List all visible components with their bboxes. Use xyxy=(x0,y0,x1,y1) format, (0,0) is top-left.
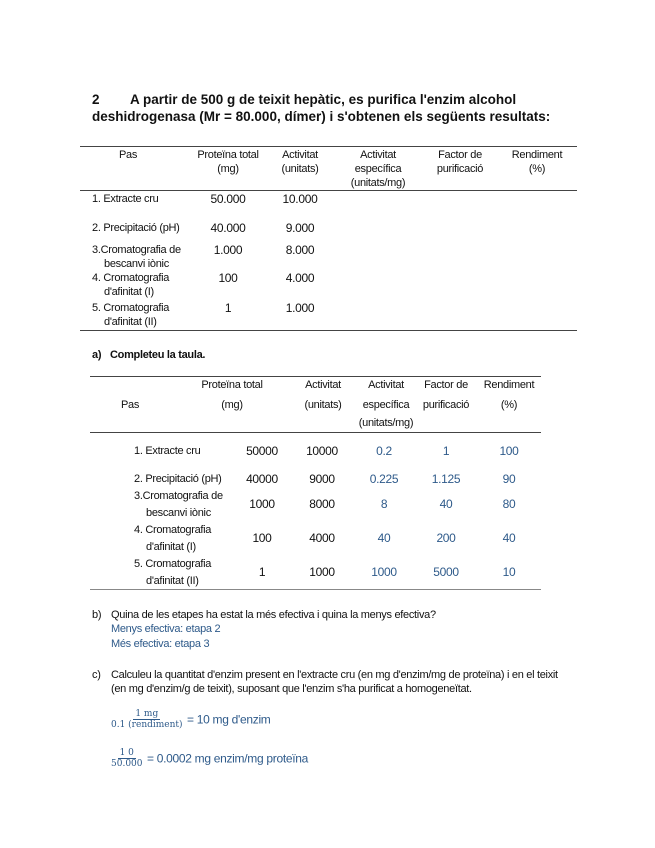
table-top-rule xyxy=(80,146,577,147)
step-name: bescanvi iònic xyxy=(104,258,169,270)
eq2-denominator: 50.000 xyxy=(111,759,143,769)
column-header: específica xyxy=(354,163,402,175)
activity-cell: 9000 xyxy=(309,472,335,486)
specific-activity-cell: 0.2 xyxy=(376,444,392,458)
equation-2 xyxy=(111,748,308,769)
column-header: (%) xyxy=(528,163,546,175)
column-header: (unitats/mg) xyxy=(350,177,406,189)
step-name: d'afinitat (I) xyxy=(104,286,154,298)
part-b-text: Quina de les etapes ha estat la més efectiva i quina la menys efectiva? xyxy=(111,609,436,621)
eq1-result: = 10 mg d'enzim xyxy=(187,712,271,727)
protein-cell: 1000 xyxy=(249,497,275,511)
column-header: Activitat xyxy=(368,379,404,391)
yield-cell: 10 xyxy=(502,565,516,579)
part-b-answer-1: Menys efectiva: etapa 2 xyxy=(111,623,221,635)
purification-factor-cell: 1 xyxy=(442,444,450,458)
eq1-denominator: 0.1 (rendiment) xyxy=(111,720,183,730)
activity-cell: 8000 xyxy=(309,497,335,511)
table-bottom-rule xyxy=(80,330,577,331)
table-header-rule xyxy=(80,190,577,191)
protein-cell: 40.000 xyxy=(210,221,246,235)
protein-cell: 1 xyxy=(258,565,266,579)
step-name: d'afinitat (I) xyxy=(146,541,196,553)
column-header: Proteïna total xyxy=(201,379,263,391)
column-header: Activitat xyxy=(360,149,396,161)
protein-cell: 50.000 xyxy=(210,192,246,206)
activity-cell: 10000 xyxy=(306,444,338,458)
question-text-1: A partir de 500 g de teixit hepàtic, es purifica l'enzim alcohol xyxy=(130,92,517,107)
yield-cell: 80 xyxy=(502,497,516,511)
activity-cell: 1.000 xyxy=(285,301,315,315)
column-header: Proteïna total xyxy=(197,149,259,161)
activity-cell: 4.000 xyxy=(285,271,315,285)
activity-cell: 9.000 xyxy=(285,221,315,235)
step-name: 1. Extracte cru xyxy=(92,193,159,205)
part-c-text-2: (en mg d'enzim/g de teixit), suposant que l'enzim s'ha purificat a homogeneïtat. xyxy=(111,683,472,695)
purification-factor-cell: 40 xyxy=(439,497,453,511)
column-header: Rendiment xyxy=(511,149,563,161)
protein-cell: 1.000 xyxy=(213,243,243,257)
column-header: (mg) xyxy=(217,163,239,175)
step-name: 2. Precipitació (pH) xyxy=(134,473,222,485)
purification-factor-cell: 200 xyxy=(436,531,456,545)
step-name: 5. Cromatografia xyxy=(92,302,170,314)
part-c-text-1: Calculeu la quantitat d'enzim present en l'extracte cru (en mg d'enzim/mg de proteïna) i en el teixit xyxy=(111,669,558,681)
column-header: Factor de xyxy=(438,149,482,161)
column-header: purificació xyxy=(422,399,470,411)
column-header: purificació xyxy=(436,163,484,175)
step-name: bescanvi iònic xyxy=(146,507,211,519)
column-header: específica xyxy=(362,399,410,411)
protein-cell: 1 xyxy=(224,301,232,315)
column-header: Pas xyxy=(120,399,140,411)
step-name: 1. Extracte cru xyxy=(134,445,201,457)
activity-cell: 4000 xyxy=(309,531,335,545)
purification-factor-cell: 5000 xyxy=(433,565,459,579)
protein-cell: 100 xyxy=(218,271,238,285)
part-b-answer-2: Més efectiva: etapa 3 xyxy=(111,638,210,650)
column-header: Factor de xyxy=(424,379,468,391)
column-header: (mg) xyxy=(221,399,243,411)
step-name: 4. Cromatografia xyxy=(134,524,212,536)
eq1-numerator: 1 mg xyxy=(135,709,159,719)
yield-cell: 90 xyxy=(502,472,516,486)
eq2-numerator: 1 0 xyxy=(119,748,134,758)
step-name: d'afinitat (II) xyxy=(146,575,199,587)
specific-activity-cell: 40 xyxy=(377,531,391,545)
part-b-label: b) xyxy=(92,609,102,621)
activity-cell: 1000 xyxy=(309,565,335,579)
step-name: 2. Precipitació (pH) xyxy=(92,222,180,234)
part-a-label: a) xyxy=(92,349,102,361)
column-header: Activitat xyxy=(282,149,318,161)
protein-cell: 100 xyxy=(252,531,272,545)
specific-activity-cell: 8 xyxy=(380,497,388,511)
activity-cell: 10.000 xyxy=(282,192,318,206)
activity-cell: 8.000 xyxy=(285,243,315,257)
question-number: 2 xyxy=(92,92,100,107)
part-a-text: Completeu la taula. xyxy=(110,349,206,361)
part-c-label: c) xyxy=(92,669,101,681)
specific-activity-cell: 1000 xyxy=(371,565,397,579)
yield-cell: 100 xyxy=(499,444,519,458)
column-header: (%) xyxy=(500,399,518,411)
yield-cell: 40 xyxy=(502,531,516,545)
table-header-rule xyxy=(90,432,541,433)
column-header: (unitats/mg) xyxy=(358,417,414,429)
protein-cell: 40000 xyxy=(246,472,278,486)
column-header: Activitat xyxy=(305,379,341,391)
step-name: 5. Cromatografia xyxy=(134,558,212,570)
question-text-2: deshidrogenasa (Mr = 80.000, dímer) i s'obtenen els següents resultats: xyxy=(92,109,551,124)
purification-factor-cell: 1.125 xyxy=(431,472,461,486)
column-header: Rendiment xyxy=(483,379,535,391)
step-name: 3.Cromatografia de xyxy=(134,490,223,502)
column-header: Pas xyxy=(118,149,138,161)
step-name: d'afinitat (II) xyxy=(104,316,157,328)
equation-1 xyxy=(111,709,271,730)
column-header: (unitats) xyxy=(304,399,342,411)
step-name: 3.Cromatografia de xyxy=(92,244,181,256)
specific-activity-cell: 0.225 xyxy=(369,472,399,486)
table-bottom-rule xyxy=(90,589,541,590)
protein-cell: 50000 xyxy=(246,444,278,458)
eq2-result: = 0.0002 mg enzim/mg proteïna xyxy=(146,751,309,766)
table-top-rule xyxy=(90,376,541,377)
step-name: 4. Cromatografia xyxy=(92,272,170,284)
column-header: (unitats) xyxy=(281,163,319,175)
